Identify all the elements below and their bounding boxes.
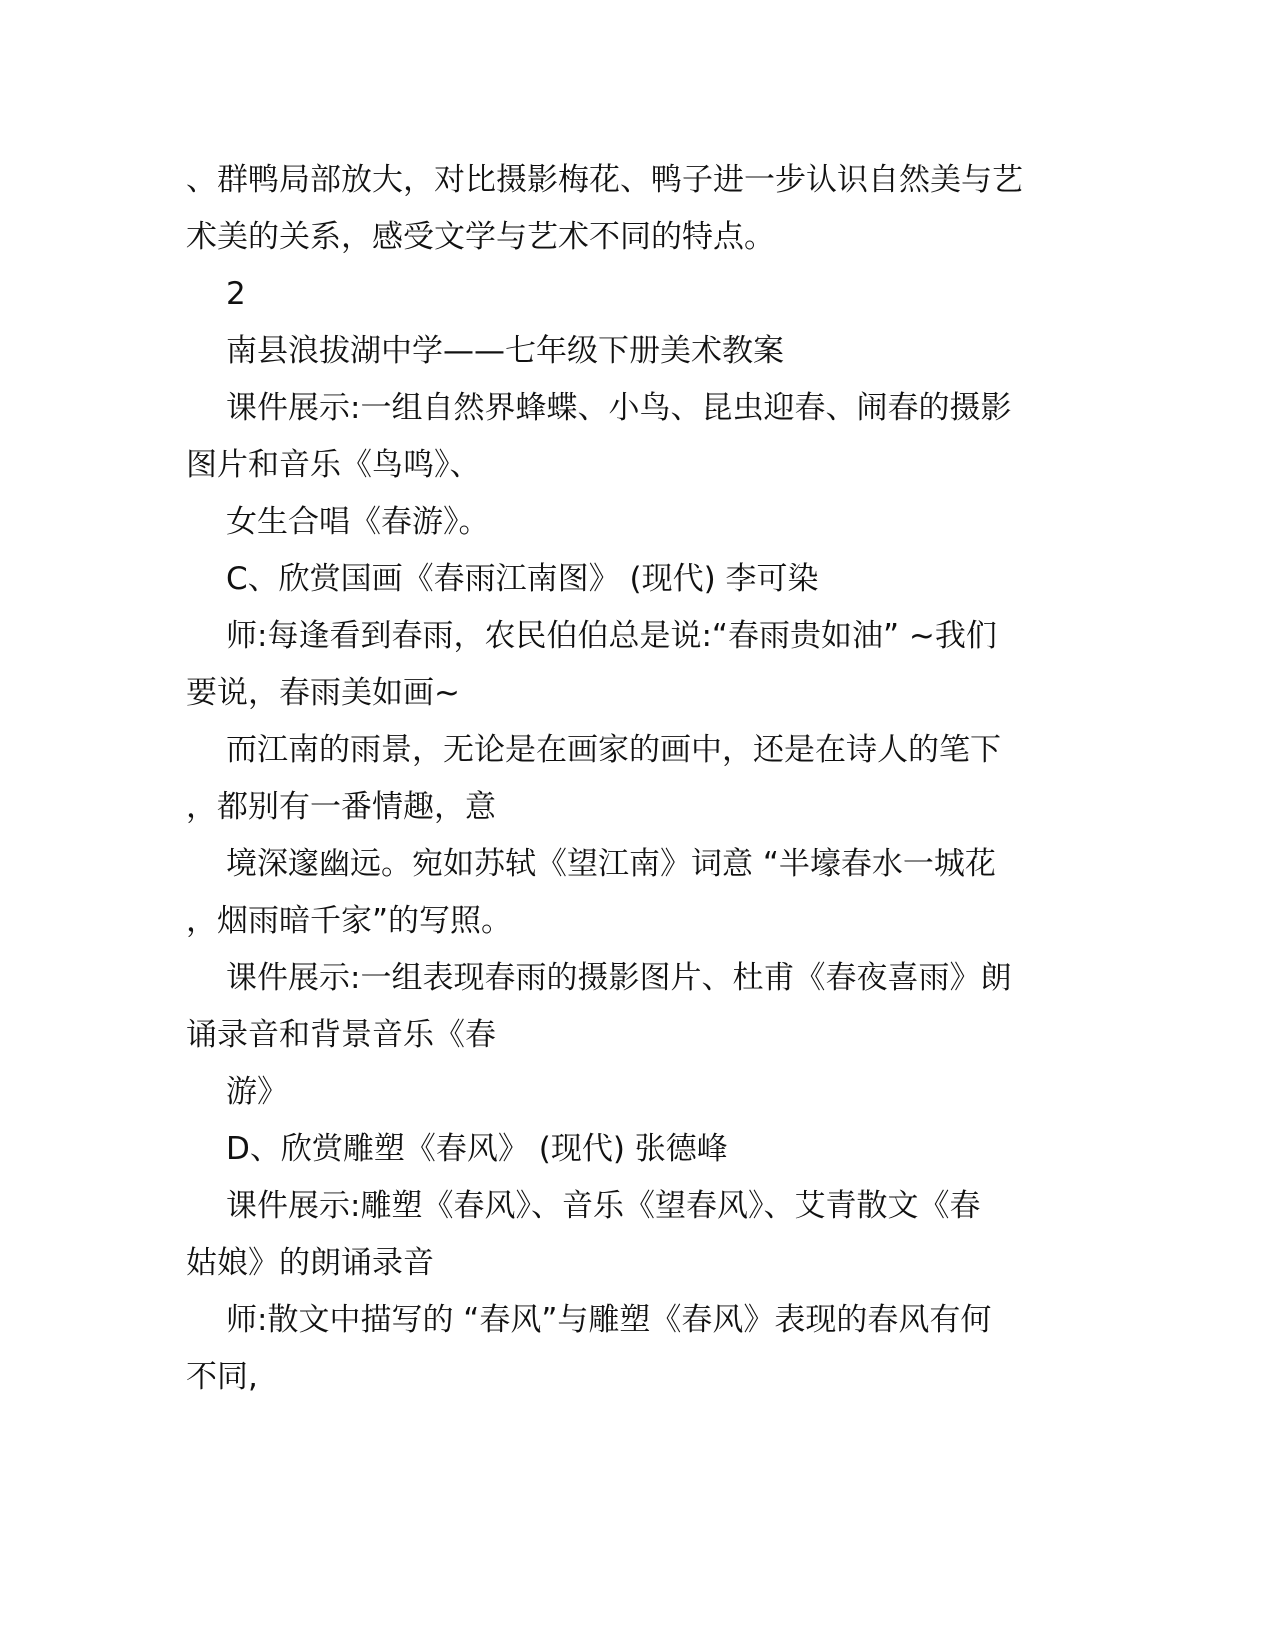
document-body — [186, 152, 1086, 1406]
text-line: 2 — [226, 276, 246, 312]
text-line: 术美的关系，感受文学与艺术不同的特点。 — [186, 219, 775, 255]
text-line: 课件展示:雕塑《春风》、音乐《望春风》、艾青散文《春 — [226, 1188, 981, 1224]
text-line: 南县浪拔湖中学——七年级下册美术教案 — [226, 333, 784, 369]
text-line: C、欣赏国画《春雨江南图》 (现代) 李可染 — [226, 561, 819, 597]
text-line: 女生合唱《春游》。 — [226, 504, 490, 540]
text-line: 游》 — [226, 1074, 288, 1110]
text-line: 课件展示:一组表现春雨的摄影图片、杜甫《春夜喜雨》朗 — [226, 960, 1012, 996]
text-line: 境深邃幽远。宛如苏轼《望江南》词意 “半壕春水一城花 — [226, 846, 996, 882]
text-line: D、欣赏雕塑《春风》 (现代) 张德峰 — [226, 1131, 728, 1167]
text-line: 姑娘》的朗诵录音 — [186, 1245, 434, 1281]
text-line: 师:散文中描写的 “春风”与雕塑《春风》表现的春风有何 — [226, 1302, 992, 1338]
text-line: 图片和音乐《鸟鸣》、 — [186, 447, 481, 483]
text-line: ，烟雨暗千家”的写照。 — [186, 903, 513, 939]
text-line: 课件展示:一组自然界蜂蝶、小鸟、昆虫迎春、闹春的摄影 — [226, 390, 1012, 426]
text-line: 诵录音和背景音乐《春 — [186, 1017, 496, 1053]
text-line: 而江南的雨景，无论是在画家的画中，还是在诗人的笔下 — [226, 732, 1001, 768]
text-line: 、群鸭局部放大，对比摄影梅花、鸭子进一步认识自然美与艺 — [186, 162, 1023, 198]
text-line: ，都别有一番情趣，意 — [186, 789, 496, 825]
text-line: 师:每逢看到春雨，农民伯伯总是说:“春雨贵如油” ~我们 — [226, 618, 997, 654]
text-line: 不同, — [186, 1359, 258, 1395]
text-line: 要说，春雨美如画~ — [186, 675, 460, 711]
